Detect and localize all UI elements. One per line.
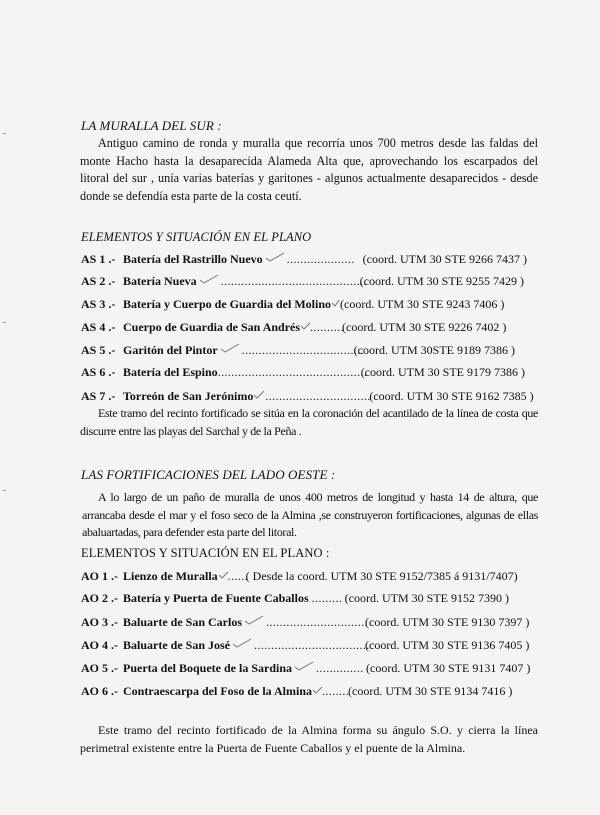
element-code: AO 2 .- (81, 591, 118, 605)
leader-dots: .................... (286, 252, 355, 266)
section-title-lado-oeste: LAS FORTIFICACIONES DEL LADO OESTE : (81, 467, 336, 482)
list-item (81, 388, 534, 404)
checkmark-icon (198, 273, 220, 285)
element-name: Lienzo de Muralla (123, 569, 218, 583)
element-name: Batería del Espino (123, 365, 218, 379)
list-heading-elementos-oeste: ELEMENTOS Y SITUACIÓN EN EL PLANO : (81, 546, 330, 560)
element-coord: (coord. UTM 30 STE 9130 7397 ) (365, 615, 530, 629)
scan-mark (3, 133, 6, 134)
scan-mark (3, 322, 6, 323)
list-item (81, 591, 509, 606)
element-name: Cuerpo de Guardia de San Andrés (123, 320, 301, 334)
section-paragraph-lado-oeste: A lo largo de un paño de muralla de unos 400 metros de longitud y hasta 14 de altura, que arrancaba desde el mar y el foso seco de la Almina ,se construyeron fortificaciones, algunas de ellas abaluartadas, para defender esta parte del litoral. (82, 490, 538, 539)
list-item (81, 296, 504, 312)
element-code: AS 1 .- (81, 252, 116, 266)
section-note-lado-oeste: Este tramo del recinto fortificado de la Almina forma su ángulo S.O. y cierra la línea perimetral existente entre la Puerta de Fuente Caballos y el puente de la Almina. (80, 723, 538, 755)
leader-dots: .............. (316, 661, 364, 675)
checkmark-icon (231, 637, 253, 649)
list-item (81, 365, 525, 380)
leader-dots: ............................................ (217, 365, 368, 379)
list-item (81, 251, 527, 267)
element-coord: (coord. UTM 30 STE 9136 7405 ) (365, 638, 530, 652)
list-item (81, 273, 524, 289)
checkmark-icon (243, 614, 265, 626)
checkmark-icon (301, 319, 309, 331)
leader-dots: ...... (227, 569, 249, 583)
element-name: Batería y Cuerpo de Guardia del Molino (123, 297, 331, 311)
list-item (81, 683, 512, 699)
element-coord: (coord. UTM 30 STE 9255 7429 ) (359, 274, 524, 288)
element-name: Batería Nueva (123, 274, 197, 288)
section-paragraph-muralla-sur: Antiguo camino de ronda y muralla que recorría unos 700 metros desde las faldas del monte Hacho hasta la desaparecida Alameda Alta que, aprovechando los escarpados del litoral del sur , unía varias baterías y garitones - algunos actualmente desaparecidos - desde donde se defendía esta parte de la costa ceutí. (80, 136, 538, 203)
element-code: AS 7 .- (81, 389, 116, 403)
checkmark-icon (332, 296, 338, 308)
element-coord: (coord. UTM 30 STE 9226 7402 ) (342, 320, 507, 334)
element-coord: (coord. UTM 30 STE 9162 7385 ) (369, 389, 534, 403)
element-coord: (coord. UTM 30 STE 9243 7406 ) (340, 297, 505, 311)
element-code: AO 3 .- (81, 615, 118, 629)
leader-dots: .......... (310, 320, 345, 334)
element-code: AS 5 .- (81, 343, 116, 357)
checkmark-icon (264, 251, 286, 263)
element-name: Baluarte de San Carlos (123, 615, 243, 629)
element-code: AS 2 .- (81, 274, 116, 288)
element-code: AO 5 .- (81, 661, 118, 675)
section-note-muralla-sur: Este tramo del recinto fortificado se sitúa en la coronación del acantilado de la línea de costa que discurre entre las playas del Sarchal y de la Peña . (80, 406, 538, 438)
element-coord: (coord. UTM 30 STE 9179 7386 ) (360, 365, 526, 379)
leader-dots: .............................. (266, 615, 369, 629)
element-code: AS 6 .- (81, 365, 116, 379)
leader-dots: ............................... (265, 389, 371, 403)
list-item (81, 568, 518, 584)
element-code: AO 6 .- (81, 684, 118, 698)
checkmark-icon (219, 342, 241, 354)
checkmark-icon (254, 388, 264, 400)
leader-dots: ........ (322, 684, 350, 698)
list-item (81, 660, 530, 676)
leader-dots: .................................. (254, 638, 370, 652)
element-code: AO 1 .- (81, 569, 118, 583)
element-name: Contraescarpa del Foso de la Almina (123, 684, 312, 698)
element-coord: (coord. UTM 30 STE 9134 7416 ) (348, 684, 513, 698)
list-item (81, 637, 529, 653)
element-coord: (coord. UTM 30 STE 9152 7390 ) (344, 591, 509, 605)
checkmark-icon (219, 568, 227, 580)
leader-dots: .................................... (241, 343, 365, 357)
element-name: Batería y Puerta de Fuente Caballos (123, 591, 309, 605)
element-coord: (coord. UTM 30STE 9189 7386 ) (353, 343, 515, 357)
element-name: Garitón del Pintor (123, 343, 218, 357)
element-name: Torreón de San Jerónimo (123, 389, 254, 403)
section-title-muralla-sur: LA MURALLA DEL SUR : (81, 118, 222, 133)
element-name: Puerta del Boquete de la Sardina (123, 661, 293, 675)
scan-mark (3, 490, 6, 491)
element-code: AS 4 .- (81, 320, 116, 334)
element-name: Baluarte de San José (123, 638, 231, 652)
leader-dots: ......... (311, 591, 343, 605)
checkmark-icon (293, 660, 315, 672)
leader-dots: ........................................... (220, 274, 367, 288)
checkmark-icon (313, 683, 321, 695)
list-item (81, 319, 506, 335)
list-heading-elementos-sur: ELEMENTOS Y SITUACIÓN EN EL PLANO (81, 230, 312, 244)
element-code: AO 4 .- (81, 638, 118, 652)
element-coord: ( Desde la coord. UTM 30 STE 9152/7385 á 9131/7407) (245, 569, 518, 583)
list-item (81, 342, 515, 358)
element-coord: (coord. UTM 30 STE 9266 7437 ) (362, 252, 527, 266)
element-code: AS 3 .- (81, 297, 116, 311)
element-name: Batería del Rastrillo Nuevo (123, 252, 263, 266)
element-coord: (coord. UTM 30 STE 9131 7407 ) (366, 661, 531, 675)
list-item (81, 614, 529, 630)
